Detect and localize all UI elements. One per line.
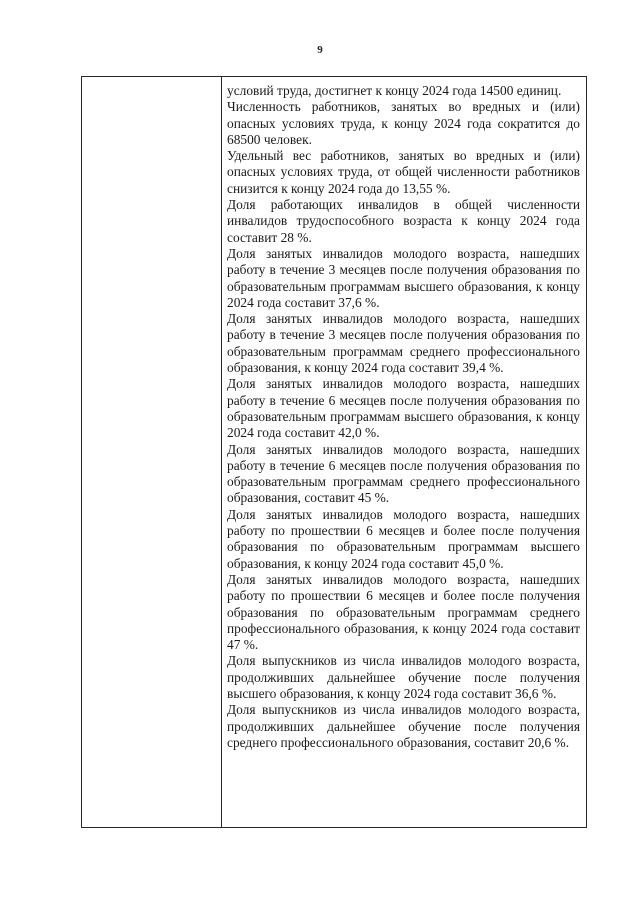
paragraph-6: Доля занятых инвалидов молодого возраста, нашедших работу в течение 3 месяцев после получения образования по образовательным программам среднего профессионального образования, к концу 2024 года составит 39,4 %. <box>227 311 580 376</box>
paragraph-11: Доля выпускников из числа инвалидов молодого возраста, продолживших дальнейшее обучение после получения высшего образования, к концу 2024 года составит 36,6 %. <box>227 653 580 701</box>
paragraph-4: Доля работающих инвалидов в общей численности инвалидов трудоспособного возраста к концу 2024 года составит 28 %. <box>227 197 580 245</box>
document-table <box>81 76 587 828</box>
paragraph-7: Доля занятых инвалидов молодого возраста, нашедших работу в течение 6 месяцев после получения образования по образовательным программам высшего образования, к концу 2024 года составит 42,0 %. <box>227 376 580 441</box>
paragraph-2: Численность работников, занятых во вредных и (или) опасных условиях труда, к концу 2024 года сократится до 68500 человек. <box>227 99 580 147</box>
table-right-cell <box>222 77 586 751</box>
paragraph-9: Доля занятых инвалидов молодого возраста, нашедших работу по прошествии 6 месяцев и более после получения образования по образовательным программам высшего образования, к концу 2024 года составит 45,0 %. <box>227 506 580 571</box>
table-left-cell <box>82 77 222 827</box>
paragraph-8: Доля занятых инвалидов молодого возраста, нашедших работу в течение 6 месяцев после получения образования по образовательным программам среднего профессионального образования, составит 45 %. <box>227 441 580 506</box>
paragraph-10: Доля занятых инвалидов молодого возраста, нашедших работу по прошествии 6 месяцев и более после получения образования по образовательным программам среднего профессионального образования, к концу 2024 года составит 47 %. <box>227 571 580 653</box>
paragraph-3: Удельный вес работников, занятых во вредных и (или) опасных условиях труда, от общей численности работников снизится к концу 2024 года до 13,55 %. <box>227 148 580 196</box>
paragraph-12: Доля выпускников из числа инвалидов молодого возраста, продолживших дальнейшее обучение после получения среднего профессионального образования, составит 20,6 %. <box>227 702 580 750</box>
paragraph-5: Доля занятых инвалидов молодого возраста, нашедших работу в течение 3 месяцев после получения образования по образовательным программам высшего образования, к концу 2024 года составит 37,6 %. <box>227 245 580 310</box>
page-number: 9 <box>317 44 323 56</box>
paragraph-1: условий труда, достигнет к концу 2024 года 14500 единиц. <box>227 83 562 98</box>
